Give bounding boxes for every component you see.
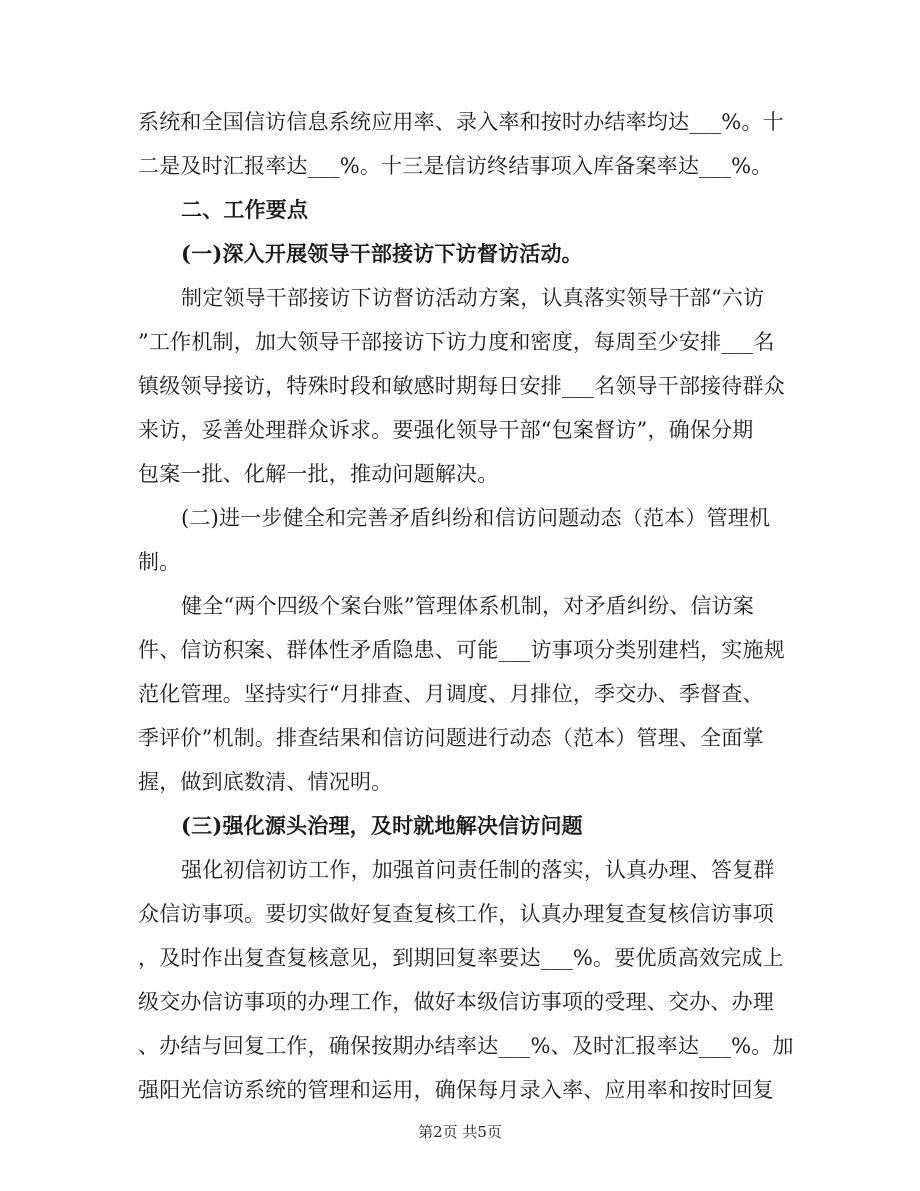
- text-line: 制。: [138, 550, 181, 574]
- text-line: 健全“两个四级个案台账”管理体系机制，对矛盾纠纷、信访案: [181, 594, 755, 618]
- text-line: 、办结与回复工作，确保按期办结率达___%、及时汇报率达___%。加: [138, 1034, 794, 1058]
- text-line: 二是及时汇报率达___%。十三是信访终结事项入库备案率达___%。: [138, 154, 773, 178]
- text-line: 众信访事项。要切实做好复查复核工作，认真办理复查复核信访事项: [138, 902, 774, 926]
- text-line: 强阳光信访系统的管理和运用，确保每月录入率、应用率和按时回复: [138, 1078, 774, 1102]
- page-number-footer: 第2页 共5页: [418, 1123, 502, 1141]
- text-line: 镇级领导接访，特殊时段和敏感时期每日安排___名领导干部接待群众: [138, 374, 785, 398]
- section-heading: 二、工作要点: [181, 197, 309, 222]
- subsection-heading: (二)进一步健全和完善矛盾纠纷和信访问题动态（范本）管理机: [181, 506, 771, 530]
- text-line: 系统和全国信访信息系统应用率、录入率和按时办结率均达___%。十: [138, 110, 784, 134]
- text-line: 强化初信初访工作，加强首问责任制的落实，认真办理、答复群: [181, 858, 775, 882]
- text-line: 级交办信访事项的办理工作，做好本级信访事项的受理、交办、办理: [138, 990, 774, 1014]
- subsection-heading: (一)深入开展领导干部接访下访督访活动。: [181, 241, 583, 266]
- text-line: 件、信访积案、群体性矛盾隐患、可能___访事项分类别建档，实施规: [138, 638, 785, 662]
- text-line: 范化管理。坚持实行“月排查、月调度、月排位，季交办、季督查、: [138, 682, 764, 706]
- text-line: 季评价”机制。排查结果和信访问题进行动态（范本）管理、全面掌: [138, 726, 764, 750]
- text-line: ”工作机制，加大领导干部接访下访力度和密度，每周至少安排___名: [138, 330, 775, 354]
- subsection-heading: (三)强化源头治理，及时就地解决信访问题: [181, 813, 583, 838]
- text-line: 包案一批、化解一批，推动问题解决。: [138, 462, 499, 486]
- text-line: 握，做到底数清、情况明。: [138, 770, 393, 794]
- text-line: 来访，妥善处理群众诉求。要强化领导干部“包案督访”，确保分期: [138, 418, 754, 442]
- text-line: ，及时作出复查复核意见，到期回复率要达___%。要优质高效完成上: [138, 946, 784, 970]
- text-line: 制定领导干部接访下访督访活动方案，认真落实领导干部“六访: [181, 286, 765, 310]
